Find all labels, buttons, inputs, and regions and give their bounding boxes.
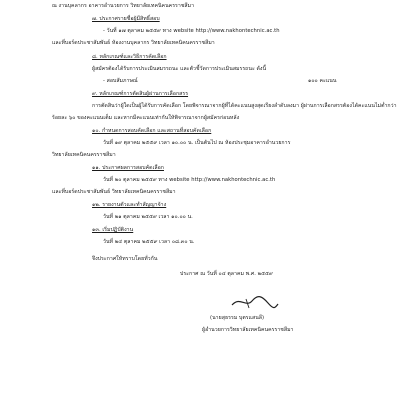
section-10-text: วันที่ ๑๙ ตุลาคม ๒๕๕๙ เวลา ๑๐.๐๐ น. เป็นต้นไป ณ ห้องประชุมอาคารอำนวยการ [103,140,291,146]
section-9-text-2: ร้อยละ ๖๐ ของคะแนนเต็ม และหากมีคะแนนเท่ากันให้พิจารณาจากผู้สมัครก่อนหลัง [52,115,240,121]
venue-line: ณ งานบุคลากร อาคารอำนวยการ วิทยาลัยเทคนิคนครราชสีมา [52,3,195,9]
section-12-date: วันที่ ๒๑ ตุลาคม ๒๕๕๙ เวลา ๑๐.๐๐ น. [103,214,193,220]
signature-mark [228,290,280,312]
section-10-heading: ๑๐. กำหนดการสอบคัดเลือก และสถานที่สอบคัดเลือก [92,128,212,134]
section-7-board: และที่บอร์ดประชาสัมพันธ์ ห้องงานบุคลากร วิทยาลัยเทคนิคนครราชสีมา [52,40,215,46]
section-13-heading: ๑๓. เริ่มปฏิบัติงาน [92,227,134,233]
section-8-heading: ๘. หลักเกณฑ์และวิธีการคัดเลือก [92,54,167,60]
closing-line: จึงประกาศให้ทราบโดยทั่วกัน [92,256,158,262]
section-7-date: - วันที่ ๑๗ ตุลาคม ๒๕๕๙ ทาง website http://www.nakhontechnic.ac.th [103,28,280,34]
section-10-place: วิทยาลัยเทคนิคนครราชสีมา [52,152,116,158]
section-9-text-1: การตัดสินว่าผู้ใดเป็นผู้ได้รับการคัดเลือก โดยพิจารณาจากผู้ที่ได้คะแนนสูงสุดเรียงลำดับลงมา ผู้ผ่านการเลือกสรรต้องได้คะแนนไม่ต่ำกว่า [92,103,397,109]
signer-title: ผู้อำนวยการวิทยาลัยเทคนิคนครราชสีมา [202,327,294,333]
announce-date: ประกาศ ณ วันที่ ๐๔ ตุลาคม พ.ศ. ๒๕๕๙ [180,271,273,277]
section-8-text: ผู้สมัครต้องได้รับการประเมินสมรรถนะ และตัวชี้วัดการประเมินสมรรถนะ ดังนี้ [92,66,267,72]
section-7-heading: ๗. ประกาศรายชื่อผู้มีสิทธิ์สอบ [92,16,160,22]
section-12-heading: ๑๒. รายงานตัวและทำสัญญาจ้าง [92,202,167,208]
section-11-date: วันที่ ๒๐ ตุลาคม ๒๕๕๙ ทาง website http://www.nakhontechnic.ac.th [103,177,276,183]
section-9-heading: ๙. หลักเกณฑ์การตัดสินผู้ผ่านการเลือกสรร [92,91,189,97]
section-13-date: วันที่ ๒๔ ตุลาคม ๒๕๕๙ เวลา ๐๘.๓๐ น. [103,239,195,245]
section-11-board: และที่บอร์ดประชาสัมพันธ์ วิทยาลัยเทคนิคนครราชสีมา [52,189,176,195]
section-8-score: ๑๐๐ คะแนน [308,78,337,84]
section-8-interview: - สอบสัมภาษณ์ [103,78,138,84]
section-11-heading: ๑๑. ประกาศผลการสอบคัดเลือก [92,165,164,171]
signer-name: (นายสุธรรม บุตรแสนลี) [210,315,265,321]
